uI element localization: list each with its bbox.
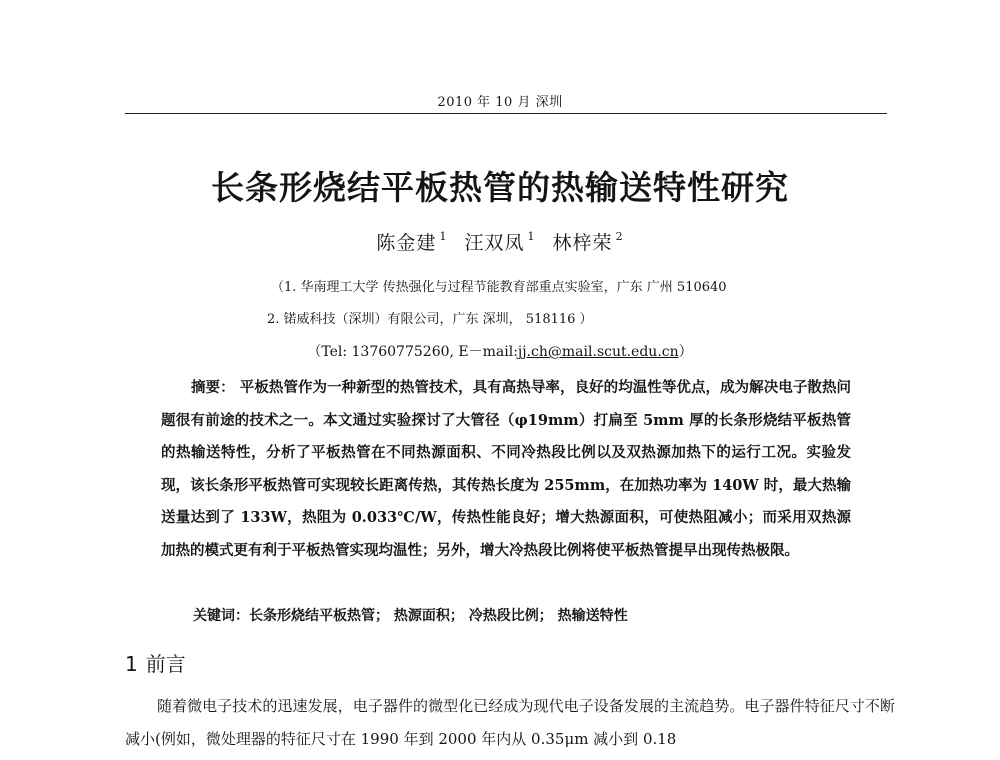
header-rule xyxy=(125,113,887,114)
author-affiliation-mark: 2 xyxy=(615,230,624,243)
section-number: 1 xyxy=(125,652,138,676)
abstract-text: 平板热管作为一种新型的热管技术，具有高热导率，良好的均温性等优点，成为解决电子散热问题很有前途的技术之一。本文通过实验探讨了大管径（φ19mm）打扁至 5mm 厚的长条形烧结平板热管的热输送特性，分析了平板热管在不同热源面积、不同冷热段比例以及双热源加热下的运行工况。实验发现，该长条形平板热管可实现较长距离传热，其传热长度为 255mm，在加热功率为 140W 时，最大热输送量达到了 133W，热阻为 0.033℃/W，传热性能良好；增大热源面积，可使热阻减小；而采用双热源加热的模式更有利于平板热管实现均温性；另外，增大冷热段比例将使平板热管提早出现传热极限。 xyxy=(161,379,852,559)
contact-line xyxy=(0,341,1000,361)
email-link[interactable]: jj.ch@mail.scut.edu.cn xyxy=(517,344,679,360)
section-heading xyxy=(125,648,186,677)
running-header: 2010 年 10 月 深圳 xyxy=(437,95,563,110)
paper-title: 长条形烧结平板热管的热输送特性研究 xyxy=(211,168,789,207)
author xyxy=(553,232,624,254)
affiliation-2: 2. 锘威科技（深圳）有限公司，广东 深圳， 518116 ） xyxy=(267,312,593,327)
author xyxy=(464,232,535,254)
author-affiliation-mark: 1 xyxy=(527,230,536,243)
author-list xyxy=(0,228,1000,255)
author-name: 林梓荣 xyxy=(552,232,613,254)
contact-close: ） xyxy=(678,344,693,360)
keywords-label: 关键词： xyxy=(193,608,249,624)
section-title: 前言 xyxy=(145,652,186,676)
body-paragraph: 随着微电子技术的迅速发展，电子器件的微型化已经成为现代电子设备发展的主流趋势。电子器件特征尺寸不断减小(例如，微处理器的特征尺寸在 1990 年到 2000 年内从 0.35μm 减小到 0.18 xyxy=(125,697,895,748)
author-name: 陈金建 xyxy=(376,232,437,254)
abstract xyxy=(161,372,851,567)
author xyxy=(376,232,447,254)
abstract-label: 摘要： xyxy=(191,380,235,396)
author-affiliation-mark: 1 xyxy=(439,230,448,243)
keywords-text: 长条形烧结平板热管； 热源面积； 冷热段比例； 热输送特性 xyxy=(249,608,628,624)
author-name: 汪双凤 xyxy=(464,232,525,254)
contact-tel: （Tel: 13760775260, E－mail: xyxy=(307,344,518,360)
keywords xyxy=(193,605,628,625)
affiliation-1: （1. 华南理工大学 传热强化与过程节能教育部重点实验室，广东 广州 510640 xyxy=(271,280,727,295)
